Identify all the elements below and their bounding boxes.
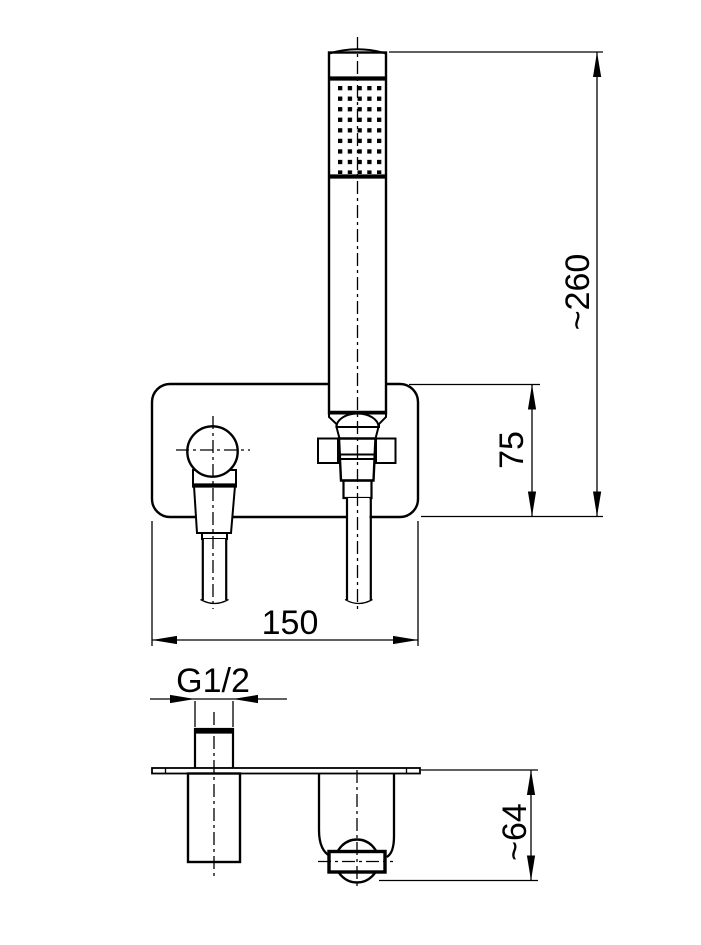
dim-inlet-thread	[150, 662, 287, 727]
dim-plate-height	[409, 385, 540, 517]
dim-holder-depth	[379, 770, 538, 881]
dim-plate-width	[152, 521, 418, 646]
arrowhead-down	[593, 492, 601, 517]
dimension-text: 75	[493, 431, 531, 469]
shower-hose	[345, 498, 373, 604]
stem-break-line	[201, 600, 229, 604]
handle-band	[202, 533, 227, 539]
bottom-view	[152, 712, 420, 890]
handle-lever	[194, 486, 235, 533]
arrowhead-left	[152, 636, 177, 644]
arrowhead-down	[528, 492, 536, 517]
holder-wing-right	[376, 439, 396, 464]
dimension-text: 150	[261, 604, 319, 642]
arrowhead-up	[527, 770, 535, 795]
arrowhead-up	[528, 385, 536, 410]
holder-profile-left	[319, 774, 331, 857]
front-view	[152, 37, 418, 609]
hose-break-line	[345, 600, 373, 604]
holder-profile-right	[387, 774, 395, 857]
holder-wing-left	[318, 439, 338, 464]
dimension-text: ~260	[559, 253, 597, 331]
dimension-text: ~64	[496, 803, 534, 861]
arrowhead-up	[593, 52, 601, 77]
handle-stem	[201, 539, 229, 604]
arrowhead-right	[393, 636, 418, 644]
dimension-text: G1/2	[176, 662, 250, 700]
spray-face	[337, 85, 382, 174]
